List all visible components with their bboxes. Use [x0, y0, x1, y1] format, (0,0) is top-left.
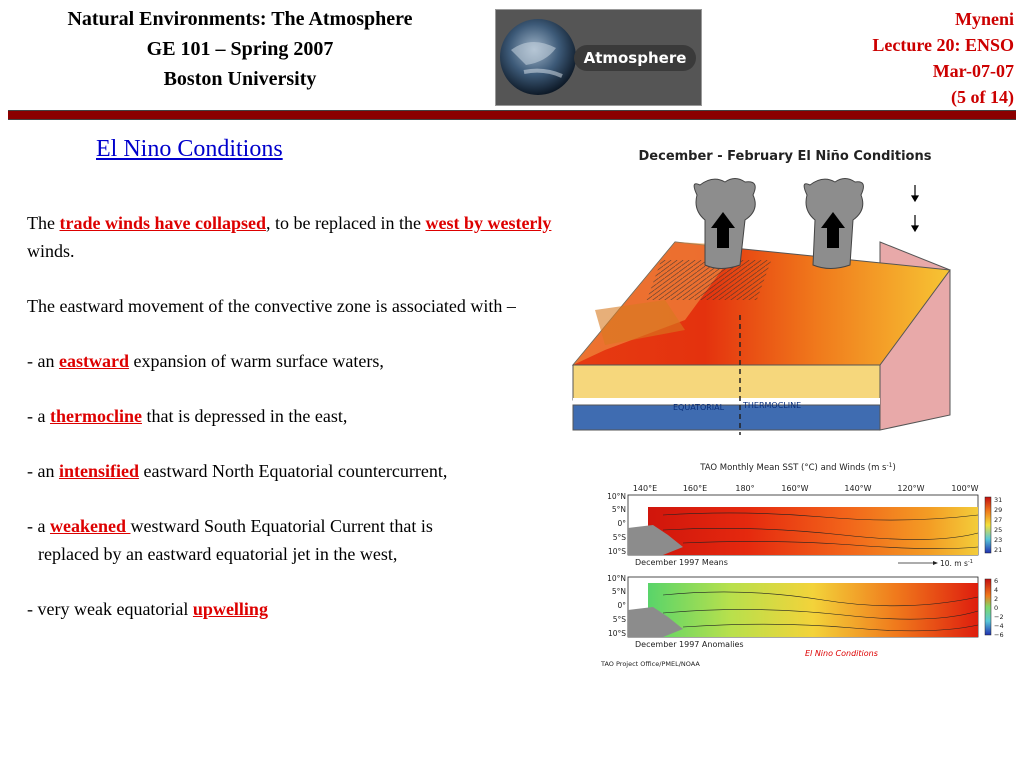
cb-label: 4	[994, 586, 999, 594]
highlight-westerly: west by westerly	[425, 213, 552, 233]
cb-label: 25	[994, 526, 1003, 534]
cb-label: 2	[994, 595, 999, 603]
tao-chart-title: TAO Monthly Mean SST (°C) and Winds (m $s^{-1}$)	[700, 462, 896, 473]
cb-label: 0	[994, 604, 999, 612]
lat-label: 5°N	[611, 587, 626, 596]
paragraph-trade-winds: The trade winds have collapsed, to be replaced in the west by westerly winds.	[27, 213, 552, 261]
label-thermocline: THERMOCLINE	[743, 401, 802, 410]
lat-label: 10°S	[607, 547, 626, 556]
lon-label: 100°W	[951, 484, 979, 493]
diagram-title: December - February El Niño Conditions	[638, 149, 932, 164]
tao-credit: TAO Project Office/PMEL/NOAA	[601, 660, 700, 668]
cb-label: 21	[994, 546, 1003, 554]
lat-label: 10°N	[607, 492, 626, 501]
sst-colorbar-labels	[994, 496, 1002, 554]
el-nino-red-caption: El Nino Conditions	[805, 649, 878, 658]
lon-label: 180°	[735, 484, 755, 493]
bullet-thermocline: - a thermocline that is depressed in the east,	[27, 406, 348, 426]
lon-label: 140°E	[632, 484, 658, 493]
cb-label: 23	[994, 536, 1003, 544]
highlight-eastward: eastward	[58, 351, 129, 371]
latitude-labels-means	[607, 492, 626, 556]
cb-label: 29	[994, 506, 1003, 514]
tao-sst-winds-chart	[593, 455, 1013, 670]
course-title-block	[10, 4, 470, 94]
el-nino-block-diagram	[565, 140, 1005, 435]
cb-label: 31	[994, 496, 1003, 504]
lecture-date: Mar-07-07	[932, 61, 1014, 81]
sst-colorbar	[985, 497, 991, 553]
highlight-intensified: intensified	[58, 461, 139, 481]
highlight-trade-winds: trade winds have collapsed	[59, 213, 267, 233]
vector-scale: 10. m $s^{-1}$	[940, 559, 973, 568]
lon-label: 120°W	[897, 484, 925, 493]
lecture-title: Lecture 20: ENSO	[872, 35, 1014, 55]
cb-label: 6	[994, 577, 999, 585]
highlight-thermocline: thermocline	[49, 406, 142, 426]
lat-label: 5°S	[612, 615, 626, 624]
cb-label: 27	[994, 516, 1003, 524]
course-term: GE 101 – Spring 2007	[146, 38, 334, 60]
lat-label: 0°	[617, 519, 626, 528]
highlight-upwelling: upwelling	[192, 599, 268, 619]
latitude-labels-anomalies	[607, 574, 626, 638]
anomaly-colorbar-labels	[994, 577, 1004, 639]
label-equatorial: EQUATORIAL	[673, 403, 725, 412]
slide-title: El Nino Conditions	[96, 136, 283, 162]
cb-label: −2	[994, 613, 1004, 621]
atmosphere-logo	[495, 9, 702, 106]
slide-body	[27, 209, 567, 650]
lat-label: 10°N	[607, 574, 626, 583]
anomaly-colorbar	[985, 579, 991, 635]
highlight-weakened: weakened	[49, 516, 131, 536]
lat-label: 5°N	[611, 505, 626, 514]
paragraph-convective-zone: The eastward movement of the convective zone is associated with –	[27, 296, 516, 316]
lat-label: 0°	[617, 601, 626, 610]
anomalies-caption: December 1997 Anomalies	[635, 640, 744, 649]
course-title: Natural Environments: The Atmosphere	[67, 8, 413, 30]
bullet-eastward: - an eastward expansion of warm surface waters,	[27, 351, 384, 371]
lat-label: 10°S	[607, 629, 626, 638]
bullet-intensified: - an intensified eastward North Equatorial countercurrent,	[27, 461, 448, 481]
lat-label: 5°S	[612, 533, 626, 542]
lon-label: 140°W	[844, 484, 872, 493]
cb-label: −6	[994, 631, 1004, 639]
instructor-name: Myneni	[954, 9, 1014, 29]
header-divider	[8, 110, 1016, 120]
university-name: Boston University	[163, 68, 317, 90]
lon-label: 160°E	[682, 484, 708, 493]
lon-label: 160°W	[781, 484, 809, 493]
lecture-info-block	[872, 6, 1014, 110]
cb-label: −4	[994, 622, 1004, 630]
bullet-upwelling: - very weak equatorial upwelling	[27, 599, 268, 619]
logo-text: Atmosphere	[583, 49, 687, 67]
bullet-weakened: - a weakened westward South Equatorial Current that is replaced by an eastward equatorial jet in the west,	[27, 516, 433, 564]
slide-number: (5 of 14)	[951, 87, 1014, 107]
means-caption: December 1997 Means	[635, 558, 728, 567]
longitude-labels	[633, 484, 979, 493]
